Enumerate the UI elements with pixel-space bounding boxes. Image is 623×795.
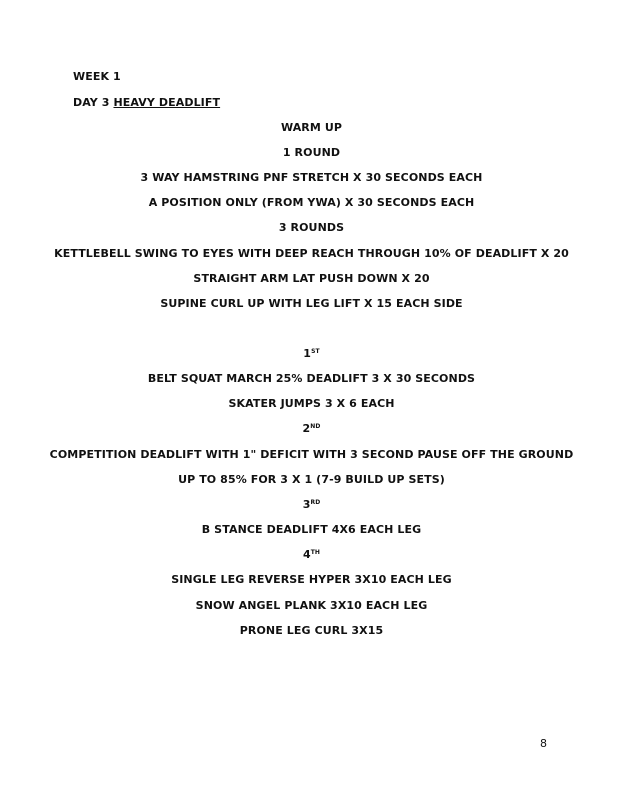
block-4-item-2: SNOW ANGEL PLANK 3X10 EACH LEG <box>195 599 428 612</box>
block-2-item-1: COMPETITION DEADLIFT WITH 1" DEFICIT WITH 3 SECOND PAUSE OFF THE GROUND <box>49 448 574 461</box>
day-heading <box>73 96 220 110</box>
page-number: 8 <box>540 737 547 750</box>
block-1-item-1: BELT SQUAT MARCH 25% DEADLIFT 3 X 30 SECONDS <box>147 372 476 385</box>
block-4-item-3: PRONE LEG CURL 3X15 <box>239 624 384 637</box>
week-heading: WEEK 1 <box>73 70 121 83</box>
block-1-heading: 1ST <box>303 347 320 360</box>
warmup-title: WARM UP <box>280 121 343 134</box>
block-4-item-1: SINGLE LEG REVERSE HYPER 3X10 EACH LEG <box>171 573 452 586</box>
day-label: DAY 3 <box>73 96 110 109</box>
warmup-item-1: 3 WAY HAMSTRING PNF STRETCH X 30 SECONDS EACH <box>140 171 483 184</box>
warmup-item-3: KETTLEBELL SWING TO EYES WITH DEEP REACH THROUGH 10% OF DEADLIFT X 20 <box>54 247 569 260</box>
warmup-item-4: STRAIGHT ARM LAT PUSH DOWN X 20 <box>193 272 430 285</box>
block-1-item-2: SKATER JUMPS 3 X 6 EACH <box>228 397 395 410</box>
block-3-heading: 3RD <box>302 498 321 511</box>
block-2-item-2: UP TO 85% FOR 3 X 1 (7-9 BUILD UP SETS) <box>178 473 445 486</box>
block-3-item-1: B STANCE DEADLIFT 4X6 EACH LEG <box>201 523 422 536</box>
warmup-item-2: A POSITION ONLY (FROM YWA) X 30 SECONDS EACH <box>148 196 475 209</box>
warmup-round-2: 3 ROUNDS <box>278 221 345 234</box>
day-title: HEAVY DEADLIFT <box>113 96 221 109</box>
warmup-round-1: 1 ROUND <box>282 146 341 159</box>
block-2-heading: 2ND <box>302 422 321 435</box>
warmup-item-5: SUPINE CURL UP WITH LEG LIFT X 15 EACH SIDE <box>160 297 463 310</box>
block-4-heading: 4TH <box>302 548 321 561</box>
